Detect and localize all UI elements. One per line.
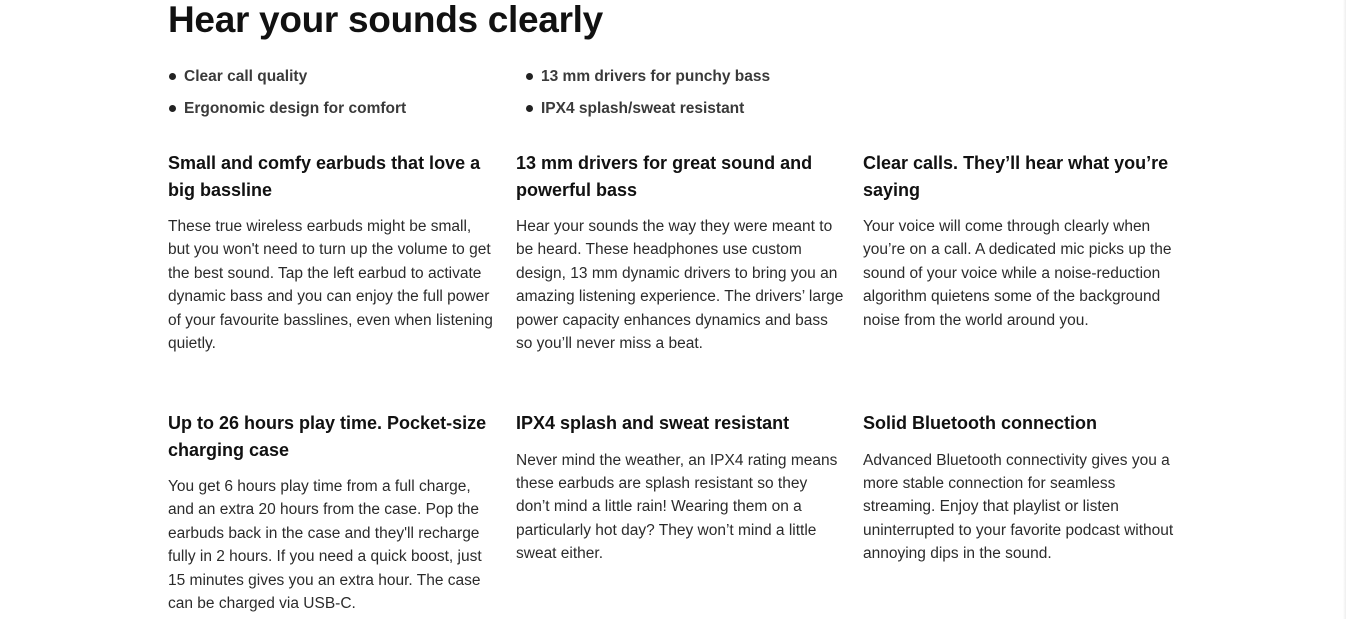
feature-card-battery <box>168 410 496 615</box>
feature-description: Advanced Bluetooth connectivity gives you a more stable connection for seamless streaming. Enjoy that playlist or listen uninterrupted to your favorite podcast without annoying dips in the sound. <box>863 451 1174 563</box>
feature-card-drivers <box>516 150 844 355</box>
feature-card-bluetooth <box>863 410 1191 566</box>
highlight-text: Clear call quality <box>184 68 308 85</box>
highlight-item <box>525 98 770 130</box>
highlight-item <box>525 66 770 98</box>
feature-title: Up to 26 hours play time. Pocket-size charging case <box>168 413 487 460</box>
feature-description: Your voice will come through clearly when you’re on a call. A dedicated mic picks up the sound of your voice while a noise-reduction algorithm quietens some of the background noise from the world around you. <box>863 218 1172 329</box>
feature-title: Clear calls. They’ll hear what you’re saying <box>863 153 1169 200</box>
feature-description: You get 6 hours play time from a full charge, and an extra 20 hours from the case. Pop the earbuds back in the case and they'll recharge fully in 2 hours. If you need a quick boost, just 15 minutes gives you an extra hour. The case can be charged via USB-C. <box>168 478 482 613</box>
feature-card-water-resistance <box>516 410 844 566</box>
feature-description: These true wireless earbuds might be small, but you won't need to turn up the volume to get the best sound. Tap the left earbud to activate dynamic bass and you can enjoy the full power of your favourite basslines, even when listening quietly. <box>168 218 493 353</box>
highlights-column-1 <box>168 66 406 130</box>
bullet-icon <box>526 105 533 112</box>
highlights-column-2 <box>525 66 770 130</box>
feature-card-earbuds <box>168 150 496 355</box>
feature-title: Solid Bluetooth connection <box>863 413 1097 433</box>
feature-title: IPX4 splash and sweat resistant <box>516 413 790 433</box>
highlight-text: Ergonomic design for comfort <box>184 100 407 117</box>
highlight-item <box>168 98 406 130</box>
feature-title: 13 mm drivers for great sound and powerful bass <box>516 153 813 200</box>
feature-title: Small and comfy earbuds that love a big bassline <box>168 153 481 200</box>
bullet-icon <box>169 73 176 80</box>
highlight-text: IPX4 splash/sweat resistant <box>541 100 745 117</box>
section-title: Hear your sounds clearly <box>168 0 603 40</box>
highlight-item <box>168 66 406 98</box>
feature-card-calls <box>863 150 1191 332</box>
feature-description: Hear your sounds the way they were meant to be heard. These headphones use custom design, 13 mm dynamic drivers to bring you an amazing listening experience. The drivers’ large power capacity enhances dynamics and bass so you’ll never miss a beat. <box>516 218 844 353</box>
bullet-icon <box>526 73 533 80</box>
bullet-icon <box>169 105 176 112</box>
highlights-list <box>168 66 888 126</box>
feature-description: Never mind the weather, an IPX4 rating means these earbuds are splash resistant so they don’t mind a little rain! Wearing them on a particularly hot day? They won’t mind a little sweat either. <box>516 451 838 563</box>
highlight-text: 13 mm drivers for punchy bass <box>541 68 771 85</box>
